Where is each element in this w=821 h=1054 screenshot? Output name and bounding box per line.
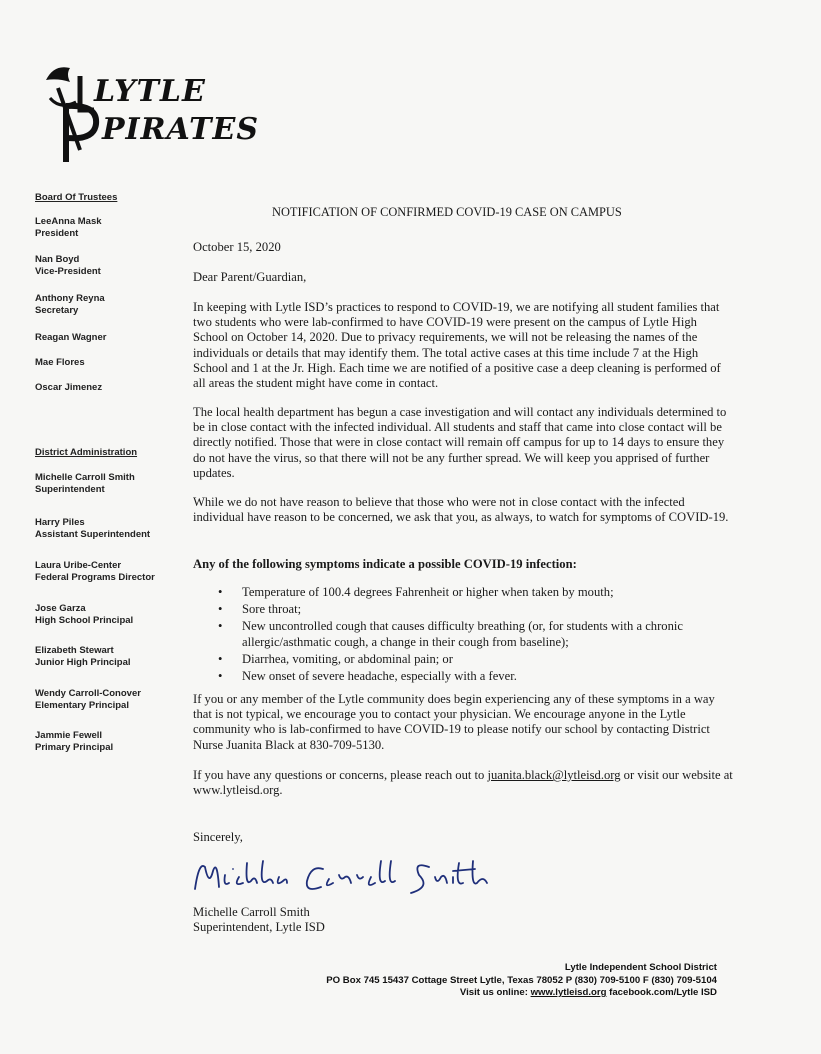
logo-word-pirates: PIRATES bbox=[102, 112, 260, 147]
list-item bbox=[218, 669, 738, 684]
board-member bbox=[35, 254, 101, 278]
list-item bbox=[218, 602, 738, 617]
member-name: Anthony Reyna bbox=[35, 293, 105, 304]
member-name: Wendy Carroll-Conover bbox=[35, 688, 141, 699]
symptom-text: Sore throat; bbox=[242, 602, 302, 617]
p5-text: If you have any questions or concerns, please reach out to bbox=[193, 768, 488, 782]
bullet-icon: • bbox=[218, 585, 223, 599]
paragraph-3: While we do not have reason to believe that those who were not in close contact with the infected individual have reason to be concerned, we ask that you, as always, to watch for symptoms of COVID-19. bbox=[193, 495, 729, 525]
letter-title: NOTIFICATION OF CONFIRMED COVID-19 CASE ON CAMPUS bbox=[272, 205, 622, 219]
bullet-icon: • bbox=[218, 669, 223, 684]
footer-web bbox=[326, 987, 717, 1000]
symptom-text: Temperature of 100.4 degrees Fahrenheit or higher when taken by mouth; bbox=[242, 585, 614, 599]
admin-member bbox=[35, 603, 133, 627]
board-member bbox=[35, 332, 106, 344]
symptoms-list bbox=[218, 585, 738, 686]
footer bbox=[326, 962, 717, 1000]
signature bbox=[183, 847, 543, 907]
footer-address: PO Box 745 15437 Cottage Street Lytle, Texas 78052 P (830) 709-5100 F (830) 709-5104 bbox=[326, 974, 717, 986]
member-name: Jammie Fewell bbox=[35, 730, 103, 741]
board-member bbox=[35, 357, 85, 369]
member-role: Superintendent bbox=[35, 484, 105, 495]
member-name: Michelle Carroll Smith bbox=[35, 472, 135, 483]
member-name: Jose Garza bbox=[35, 603, 86, 614]
salutation: Dear Parent/Guardian, bbox=[193, 270, 307, 284]
member-role: Elementary Principal bbox=[35, 700, 129, 711]
board-member bbox=[35, 293, 105, 317]
admin-member bbox=[35, 560, 155, 584]
paragraph-5 bbox=[193, 768, 733, 798]
lytle-pirates-logo bbox=[36, 58, 260, 168]
member-role: Secretary bbox=[35, 305, 79, 316]
footer-district: Lytle Independent School District bbox=[564, 962, 717, 973]
paragraph-1: In keeping with Lytle ISD’s practices to respond to COVID-19, we are notifying all student families that two students who were lab-confirmed to have COVID-19 were present on the campus of Lytle High School on October 14, 2020. Due to privacy requirements, we will not be releasing the names of the individuals or details that may identify them. The total active cases at this time include 7 at the High School and 1 at the Jr. High. Each time we are notified of a positive case a deep cleaning is performed of all areas the student might have come in contact. bbox=[193, 300, 721, 391]
admin-member bbox=[35, 472, 135, 496]
website-link[interactable]: www.lytleisd.org bbox=[530, 987, 607, 998]
member-role: Vice-President bbox=[35, 266, 101, 277]
footer-facebook: facebook.com/Lytle ISD bbox=[606, 987, 717, 998]
closing: Sincerely, bbox=[193, 830, 243, 844]
member-role: High School Principal bbox=[35, 615, 134, 626]
list-item bbox=[218, 619, 738, 649]
letter-date: October 15, 2020 bbox=[193, 240, 281, 254]
list-item bbox=[218, 652, 738, 667]
bullet-icon: • bbox=[218, 651, 223, 666]
board-member bbox=[35, 216, 102, 240]
p5-text-end: or visit our website at www.lytleisd.org. bbox=[193, 768, 733, 798]
member-name: LeeAnna Mask bbox=[35, 216, 102, 227]
member-role: Junior High Principal bbox=[35, 657, 131, 668]
board-member bbox=[35, 382, 102, 394]
paragraph-4: If you or any member of the Lytle community does begin experiencing any of these symptoms in a way that is not typical, we encourage you to contact your physician. We encourage anyone in the Lytle community who is lab-confirmed to have COVID-19 to please notify our school by contacting District Nurse Juanita Black at 830-709-5130. bbox=[193, 692, 715, 752]
member-name: Reagan Wagner bbox=[35, 332, 107, 343]
member-role: Primary Principal bbox=[35, 742, 114, 753]
member-name: Nan Boyd bbox=[35, 254, 80, 265]
member-role: Federal Programs Director bbox=[35, 572, 155, 583]
board-heading: Board Of Trustees bbox=[35, 192, 118, 203]
member-name: Harry Piles bbox=[35, 517, 85, 528]
list-item bbox=[218, 585, 738, 600]
footer-web-label: Visit us online: bbox=[459, 987, 531, 998]
symptoms-heading: Any of the following symptoms indicate a possible COVID-19 infection: bbox=[193, 557, 577, 571]
admin-member bbox=[35, 688, 141, 712]
signer-title: Superintendent, Lytle ISD bbox=[193, 920, 325, 934]
member-role: Assistant Superintendent bbox=[35, 529, 151, 540]
symptom-text: Diarrhea, vomiting, or abdominal pain; or bbox=[242, 651, 453, 666]
handwritten-signature-icon bbox=[183, 847, 543, 907]
email-link[interactable]: juanita.black@lytleisd.org bbox=[487, 768, 621, 782]
member-name: Oscar Jimenez bbox=[35, 382, 103, 393]
paragraph-2: The local health department has begun a case investigation and will contact any individuals determined to be in close contact with the infected individual. All students and staff that came into close contact will be directly notified. Those that were in close contact will remain off campus for up to 14 days to ensure they do not have the virus, so that there will not be any further spread. We will keep you apprised of further updates. bbox=[193, 405, 727, 480]
member-name: Laura Uribe-Center bbox=[35, 560, 122, 571]
signer-name: Michelle Carroll Smith bbox=[193, 905, 310, 919]
member-name: Elizabeth Stewart bbox=[35, 645, 114, 656]
bullet-icon: • bbox=[218, 619, 223, 634]
admin-member bbox=[35, 730, 113, 754]
member-name: Mae Flores bbox=[35, 357, 85, 368]
symptom-text: New onset of severe headache, especially with a fever. bbox=[242, 669, 517, 684]
admin-heading: District Administration bbox=[35, 447, 138, 458]
admin-member bbox=[35, 645, 131, 669]
symptom-text: New uncontrolled cough that causes difficulty breathing (or, for students with a chronic allergic/asthmatic cough, a change in their cough from baseline); bbox=[242, 619, 683, 649]
bullet-icon: • bbox=[218, 602, 223, 617]
member-role: President bbox=[35, 228, 79, 239]
logo-word-lytle: LYTLE bbox=[94, 74, 206, 109]
admin-member bbox=[35, 517, 150, 541]
